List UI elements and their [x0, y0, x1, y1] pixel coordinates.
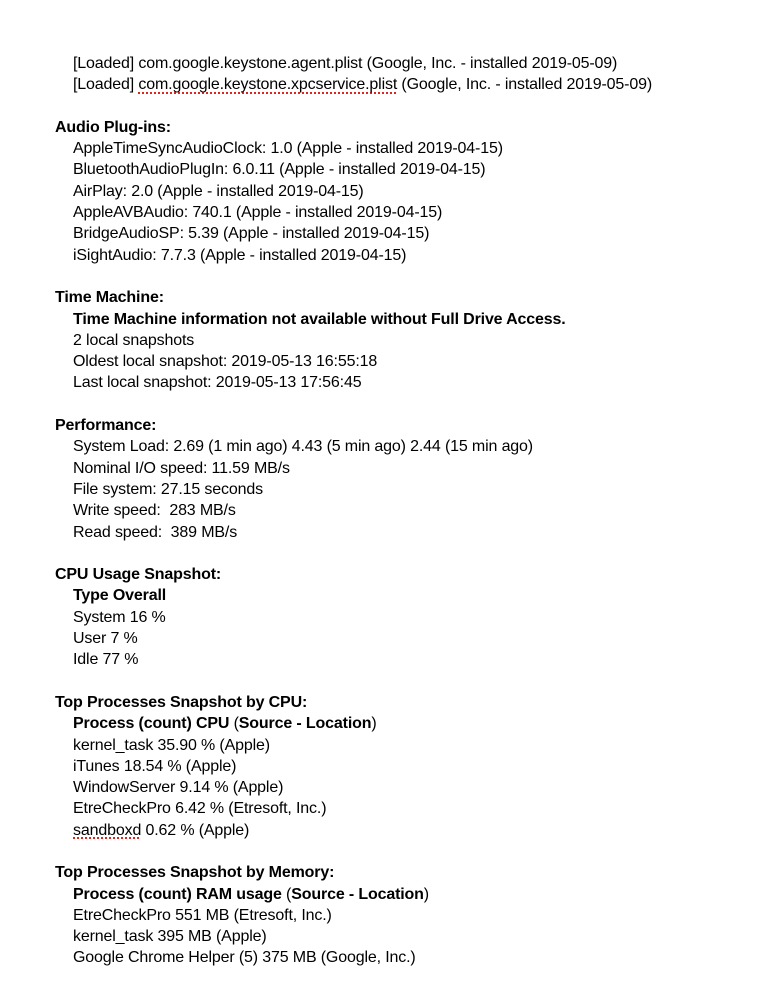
- process-stats: 35.90 % (Apple): [153, 736, 270, 754]
- top-memory-process-row: Google Chrome Helper (5) 375 MB (Google, Inc.): [73, 949, 416, 967]
- spacer: [55, 841, 775, 862]
- time-machine-item: 2 local snapshots: [73, 331, 195, 349]
- top-memory-column-header: [55, 884, 775, 905]
- launch-item-line: [55, 53, 775, 74]
- launch-item-detail: (Google, Inc. - installed 2019-05-09): [401, 76, 653, 94]
- paren-open: (: [286, 885, 292, 903]
- time-machine-heading: Time Machine:: [55, 289, 164, 307]
- process-name: EtreCheckPro: [73, 800, 171, 818]
- launch-item-detail: (Google, Inc. - installed 2019-05-09): [366, 55, 618, 72]
- process-stats: 9.14 % (Apple): [175, 779, 284, 797]
- performance-item: Read speed: 389 MB/s: [73, 523, 238, 541]
- launch-item-name: com.google.keystone.agent.plist: [138, 55, 363, 72]
- paren-open: (: [233, 715, 239, 733]
- spacer: [55, 394, 775, 415]
- top-cpu-column-header: [55, 713, 775, 734]
- time-machine-warning: Time Machine information not available without Full Drive Access.: [73, 310, 566, 328]
- cpu-usage-item: Idle 77 %: [73, 651, 139, 669]
- audio-plugin-item: BridgeAudioSP: 5.39 (Apple - installed 2019-04-15): [73, 225, 430, 243]
- process-stats: 0.62 % (Apple): [141, 821, 250, 839]
- column-header-prefix: Process (count) CPU: [73, 715, 234, 733]
- performance-heading: Performance:: [55, 417, 157, 435]
- time-machine-item: Last local snapshot: 2019-05-13 17:56:45: [73, 374, 362, 392]
- audio-plugins-heading: Audio Plug-ins:: [55, 118, 171, 136]
- audio-plugin-item: BluetoothAudioPlugIn: 6.0.11 (Apple - installed 2019-04-15): [73, 161, 486, 179]
- column-header-source: Source - Location: [238, 715, 372, 733]
- spacer: [55, 266, 775, 287]
- audio-plugin-item: AppleAVBAudio: 740.1 (Apple - installed 2019-04-15): [73, 204, 443, 222]
- process-name: kernel_task: [73, 736, 154, 754]
- time-machine-item: Oldest local snapshot: 2019-05-13 16:55:18: [73, 353, 378, 371]
- process-stats: 18.54 % (Apple): [119, 757, 237, 775]
- launch-item-status: [Loaded]: [73, 55, 135, 72]
- process-name: WindowServer: [73, 779, 176, 797]
- top-cpu-heading: Top Processes Snapshot by CPU:: [55, 693, 308, 711]
- cpu-usage-item: User 7 %: [73, 630, 138, 648]
- process-name-misspelled[interactable]: sandboxd: [73, 821, 142, 839]
- performance-item: System Load: 2.69 (1 min ago) 4.43 (5 min ago) 2.44 (15 min ago): [73, 438, 533, 456]
- cpu-usage-item: System 16 %: [73, 608, 166, 626]
- process-stats: 6.42 % (Etresoft, Inc.): [170, 800, 327, 818]
- performance-item: File system: 27.15 seconds: [73, 480, 263, 498]
- performance-item: Write speed: 283 MB/s: [73, 502, 236, 520]
- audio-plugin-item: AirPlay: 2.0 (Apple - installed 2019-04-15): [73, 182, 364, 200]
- paren-close: ): [423, 885, 429, 903]
- launch-item-line: [55, 74, 775, 95]
- column-header-prefix: Process (count) RAM usage: [73, 885, 287, 903]
- top-cpu-process-row: [55, 820, 775, 841]
- report-document: [55, 53, 775, 969]
- top-cpu-process-row: [55, 756, 775, 777]
- top-cpu-process-row: [55, 777, 775, 798]
- launch-item-status: [Loaded]: [73, 76, 135, 94]
- top-cpu-process-row: [55, 798, 775, 819]
- cpu-usage-heading: CPU Usage Snapshot:: [55, 566, 222, 584]
- audio-plugin-item: AppleTimeSyncAudioClock: 1.0 (Apple - installed 2019-04-15): [73, 140, 503, 158]
- spacer: [55, 543, 775, 564]
- cpu-usage-column-header: Type Overall: [73, 587, 167, 605]
- performance-item: Nominal I/O speed: 11.59 MB/s: [73, 459, 290, 477]
- spacer: [55, 671, 775, 692]
- top-cpu-process-row: [55, 735, 775, 756]
- top-memory-process-row: kernel_task 395 MB (Apple): [73, 928, 267, 946]
- top-memory-heading: Top Processes Snapshot by Memory:: [55, 864, 335, 882]
- process-name: iTunes: [73, 757, 120, 775]
- column-header-source: Source - Location: [291, 885, 424, 903]
- spacer: [55, 96, 775, 117]
- audio-plugin-item: iSightAudio: 7.7.3 (Apple - installed 2019-04-15): [73, 246, 407, 264]
- launch-item-name-misspelled[interactable]: com.google.keystone.xpcservice.plist: [138, 76, 398, 94]
- paren-close: ): [371, 715, 377, 733]
- top-memory-process-row: EtreCheckPro 551 MB (Etresoft, Inc.): [73, 906, 332, 924]
